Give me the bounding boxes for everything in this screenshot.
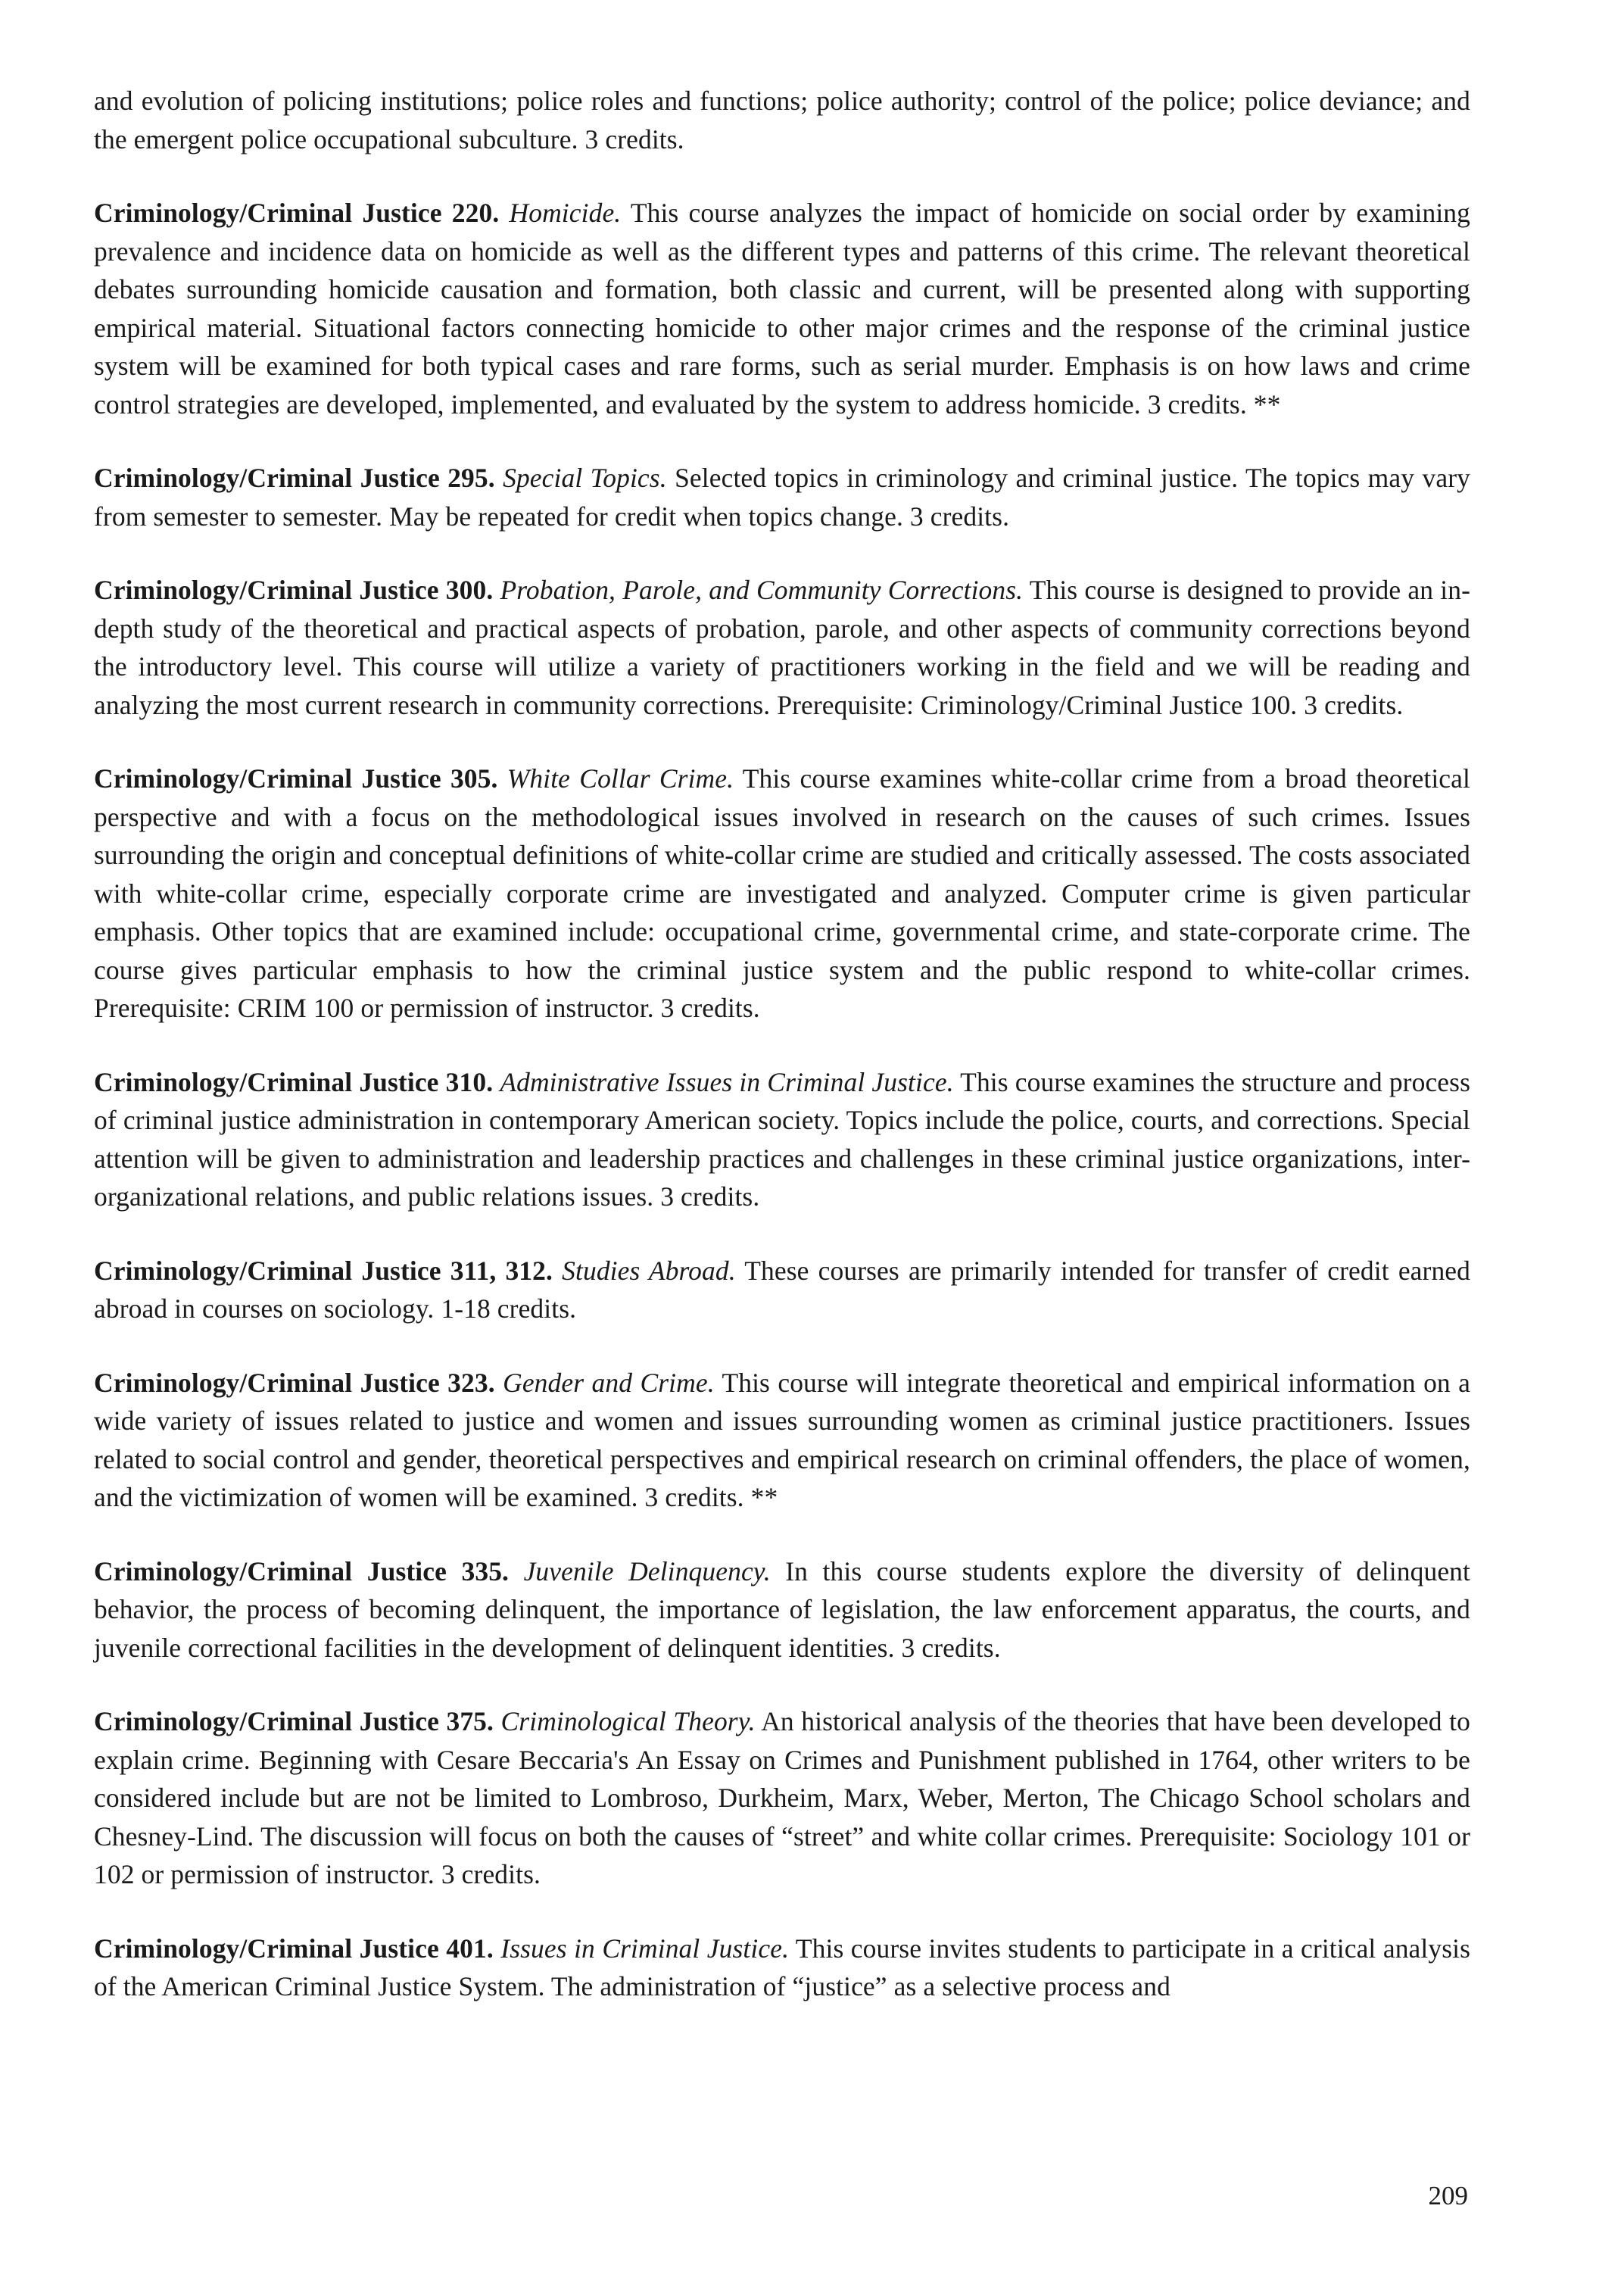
- course-heading: Criminology/Criminal Justice 310.: [94, 1066, 494, 1097]
- course-heading: Criminology/Criminal Justice 401.: [94, 1933, 494, 1964]
- course-heading: Criminology/Criminal Justice 375.: [94, 1706, 494, 1736]
- course-heading: Criminology/Criminal Justice 323.: [94, 1367, 495, 1398]
- course-title: Gender and Crime.: [503, 1367, 715, 1398]
- course-description: Selected topics in criminology and criminal justice. The topics may vary from semester to semester. May be repeated for credit when topics change. 3 credits.: [94, 463, 1470, 532]
- course-entry-300: [94, 571, 1470, 724]
- course-entry-220: [94, 194, 1470, 423]
- course-entry-323: [94, 1364, 1470, 1517]
- course-heading: Criminology/Criminal Justice 311, 312.: [94, 1255, 553, 1286]
- course-description: This course invites students to participate in a critical analysis of the American Criminal Justice System. The administration of “justice” as a selective process and: [94, 1933, 1471, 2001]
- course-heading: Criminology/Criminal Justice 295.: [94, 463, 495, 493]
- course-title: Administrative Issues in Criminal Justice.: [500, 1066, 954, 1097]
- course-description: This course examines the structure and process of criminal justice administration in contemporary American society. Topics include the police, courts, and corrections. Special attention will be given to administration and leadership practices and challenges in these criminal justice organizations, inter-organizational relations, and public relations issues. 3 credits.: [94, 1066, 1470, 1212]
- intro-text: and evolution of policing institutions; police roles and functions; police authority; control of the police; police deviance; and the emergent police occupational subculture. 3 credits.: [94, 86, 1470, 154]
- intro-paragraph: [94, 82, 1470, 158]
- course-description: In this course students explore the diversity of delinquent behavior, the process of becoming delinquent, the importance of legislation, the law enforcement apparatus, the courts, and juvenile correctional facilities in the development of delinquent identities. 3 credits.: [94, 1555, 1470, 1663]
- catalog-page: [94, 82, 1470, 2042]
- course-description: This course examines white-collar crime from a broad theoretical perspective and with a focus on the methodological issues involved in research on the causes of such crimes. Issues surrounding the origin and conceptual definitions of white-collar crime are studied and critically assessed. The costs associated with white-collar crime, especially corporate crime are investigated and analyzed. Computer crime is given particular emphasis. Other topics that are examined include: occupational crime, governmental crime, and state-corporate crime. The course gives particular emphasis to how the criminal justice system and the public respond to white-collar crimes. Prerequisite: CRIM 100 or permission of instructor. 3 credits.: [94, 763, 1470, 1023]
- course-title: Special Topics.: [503, 463, 667, 493]
- course-title: Criminological Theory.: [500, 1706, 756, 1736]
- course-title: White Collar Crime.: [507, 763, 734, 794]
- course-title: Homicide.: [509, 198, 622, 228]
- course-title: Juvenile Delinquency.: [523, 1555, 771, 1586]
- course-entry-305: [94, 760, 1470, 1028]
- course-entry-295: [94, 459, 1470, 535]
- course-description: This course is designed to provide an in-depth study of the theoretical and practical aspects of probation, parole, and other aspects of community corrections beyond the introductory level. This course will utilize a variety of practitioners working in the field and we will be reading and analyzing the most current research in community corrections. Prerequisite: Criminology/Criminal Justice 100. 3 credits.: [94, 575, 1471, 720]
- course-description: An historical analysis of the theories that have been developed to explain crime. Beginning with Cesare Beccaria's An Essay on Crimes and Punishment published in 1764, other writers to be considered include but are not be limited to Lombroso, Durkheim, Marx, Weber, Merton, The Chicago School scholars and Chesney-Lind. The discussion will focus on both the causes of “street” and white collar crimes. Prerequisite: Sociology 101 or 102 or permission of instructor. 3 credits.: [94, 1706, 1470, 1889]
- course-title: Probation, Parole, and Community Corrections.: [500, 575, 1024, 605]
- course-heading: Criminology/Criminal Justice 335.: [94, 1555, 510, 1586]
- course-entry-310: [94, 1063, 1470, 1216]
- page-number: 209: [1428, 2181, 1468, 2210]
- course-heading: Criminology/Criminal Justice 220.: [94, 198, 500, 228]
- course-title: Studies Abroad.: [562, 1255, 736, 1286]
- course-entry-335: [94, 1552, 1470, 1667]
- course-entry-375: [94, 1702, 1470, 1894]
- course-entry-401: [94, 1930, 1470, 2006]
- course-heading: Criminology/Criminal Justice 305.: [94, 763, 498, 794]
- course-description: This course will integrate theoretical and empirical information on a wide variety of issues related to justice and women and issues surrounding women as criminal justice practitioners. Issues related to social control and gender, theoretical perspectives and empirical research on criminal offenders, the place of women, and the victimization of women will be examined. 3 credits. **: [94, 1367, 1471, 1512]
- course-entry-311-312: [94, 1252, 1470, 1328]
- course-heading: Criminology/Criminal Justice 300.: [94, 575, 494, 605]
- course-title: Issues in Criminal Justice.: [500, 1933, 790, 1964]
- course-description: This course analyzes the impact of homicide on social order by examining prevalence and incidence data on homicide as well as the different types and patterns of this crime. The relevant theoretical debates surrounding homicide causation and formation, both classic and current, will be presented along with supporting empirical material. Situational factors connecting homicide to other major crimes and the response of the criminal justice system will be examined for both typical cases and rare forms, such as serial murder. Emphasis is on how laws and crime control strategies are developed, implemented, and evaluated by the system to address homicide. 3 credits. **: [94, 198, 1471, 420]
- course-description: These courses are primarily intended for transfer of credit earned abroad in courses on sociology. 1-18 credits.: [94, 1255, 1471, 1324]
